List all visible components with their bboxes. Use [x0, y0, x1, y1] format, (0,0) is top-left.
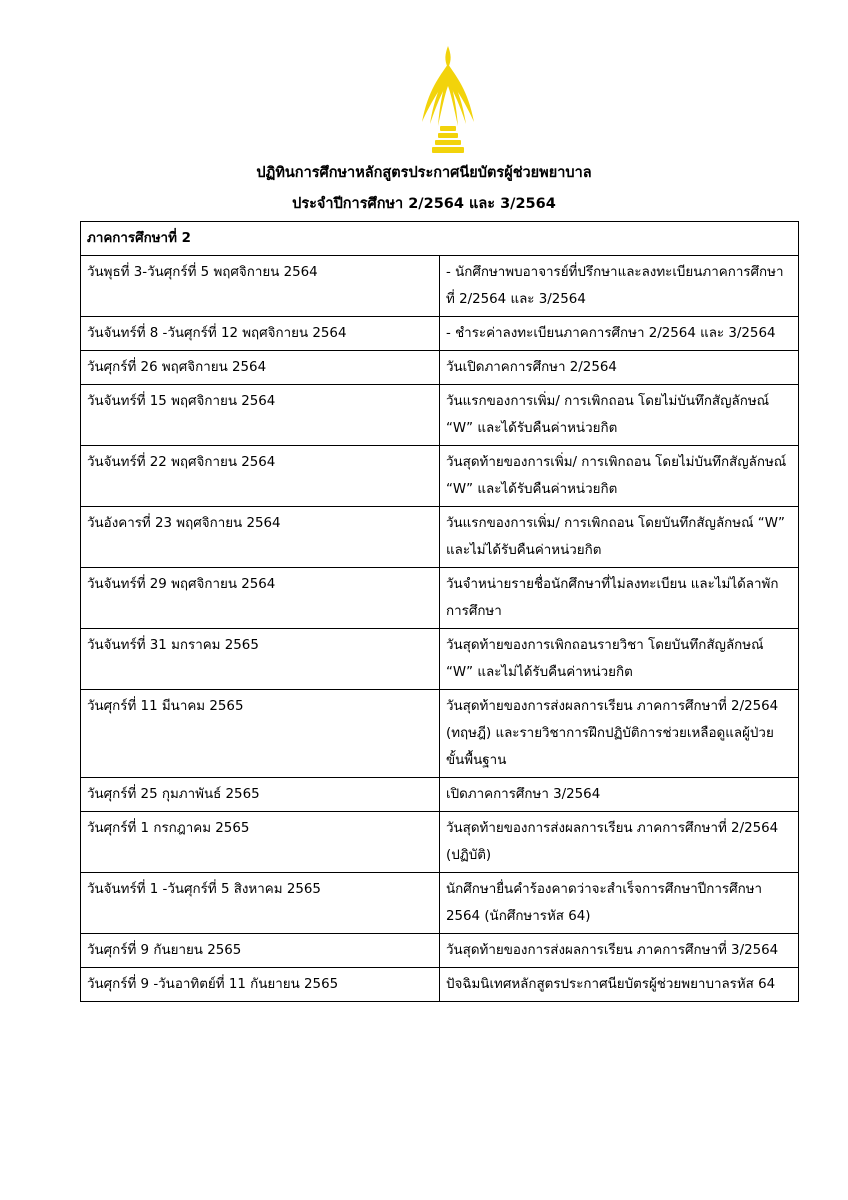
calendar-event: วันแรกของการเพิ่ม/ การเพิกถอน โดยไม่บันทึกสัญลักษณ์ “W” และได้รับคืนค่าหน่วยกิต — [440, 385, 799, 446]
calendar-event: วันสุดท้ายของการส่งผลการเรียน ภาคการศึกษาที่ 2/2564 (ทฤษฎี) และรายวิชาการฝึกปฏิบัติการช่วยเหลือดูแลผู้ป่วยขั้นพื้นฐาน — [440, 690, 799, 778]
calendar-date: วันศุกร์ที่ 26 พฤศจิกายน 2564 — [81, 351, 440, 385]
calendar-date: วันจันทร์ที่ 29 พฤศจิกายน 2564 — [81, 568, 440, 629]
section-header-row — [81, 222, 799, 256]
calendar-row — [81, 256, 799, 317]
calendar-date: วันจันทร์ที่ 8 -วันศุกร์ที่ 12 พฤศจิกายน 2564 — [81, 317, 440, 351]
calendar-date: วันศุกร์ที่ 11 มีนาคม 2565 — [81, 690, 440, 778]
calendar-event: ปัจฉิมนิเทศหลักสูตรประกาศนียบัตรผู้ช่วยพยาบาลรหัส 64 — [440, 968, 799, 1002]
calendar-event: วันสุดท้ายของการส่งผลการเรียน ภาคการศึกษาที่ 2/2564 (ปฏิบัติ) — [440, 812, 799, 873]
calendar-row — [81, 317, 799, 351]
calendar-date: วันศุกร์ที่ 25 กุมภาพันธ์ 2565 — [81, 778, 440, 812]
calendar-date: วันศุกร์ที่ 9 กันยายน 2565 — [81, 934, 440, 968]
calendar-row — [81, 385, 799, 446]
calendar-event: วันแรกของการเพิ่ม/ การเพิกถอน โดยบันทึกสัญลักษณ์ “W” และไม่ได้รับคืนค่าหน่วยกิต — [440, 507, 799, 568]
calendar-date: วันศุกร์ที่ 1 กรกฎาคม 2565 — [81, 812, 440, 873]
calendar-date: วันจันทร์ที่ 31 มกราคม 2565 — [81, 629, 440, 690]
calendar-event: วันสุดท้ายของการเพิกถอนรายวิชา โดยบันทึกสัญลักษณ์ “W” และไม่ได้รับคืนค่าหน่วยกิต — [440, 629, 799, 690]
calendar-row — [81, 873, 799, 934]
calendar-row — [81, 568, 799, 629]
calendar-row — [81, 629, 799, 690]
calendar-date: วันจันทร์ที่ 15 พฤศจิกายน 2564 — [81, 385, 440, 446]
calendar-event: - นักศึกษาพบอาจารย์ที่ปรึกษาและลงทะเบียนภาคการศึกษาที่ 2/2564 และ 3/2564 — [440, 256, 799, 317]
calendar-row — [81, 812, 799, 873]
calendar-date: วันศุกร์ที่ 9 -วันอาทิตย์ที่ 11 กันยายน 2565 — [81, 968, 440, 1002]
academic-calendar-table — [80, 221, 799, 1002]
document-subtitle: ประจำปีการศึกษา 2/2564 และ 3/2564 — [292, 196, 556, 212]
calendar-event: วันจำหน่ายรายชื่อนักศึกษาที่ไม่ลงทะเบียน และไม่ได้ลาพักการศึกษา — [440, 568, 799, 629]
calendar-date: วันอังคารที่ 23 พฤศจิกายน 2564 — [81, 507, 440, 568]
calendar-date: วันพุธที่ 3-วันศุกร์ที่ 5 พฤศจิกายน 2564 — [81, 256, 440, 317]
calendar-event: วันเปิดภาคการศึกษา 2/2564 — [440, 351, 799, 385]
calendar-row — [81, 351, 799, 385]
calendar-event: เปิดภาคการศึกษา 3/2564 — [440, 778, 799, 812]
section-header: ภาคการศึกษาที่ 2 — [81, 222, 799, 256]
calendar-row — [81, 968, 799, 1002]
calendar-event: วันสุดท้ายของการเพิ่ม/ การเพิกถอน โดยไม่บันทึกสัญลักษณ์ “W” และได้รับคืนค่าหน่วยกิต — [440, 446, 799, 507]
calendar-event: - ชำระค่าลงทะเบียนภาคการศึกษา 2/2564 และ 3/2564 — [440, 317, 799, 351]
calendar-row — [81, 446, 799, 507]
calendar-row — [81, 778, 799, 812]
calendar-row — [81, 934, 799, 968]
document-title: ปฏิทินการศึกษาหลักสูตรประกาศนียบัตรผู้ช่วยพยาบาล — [256, 165, 592, 181]
calendar-event: นักศึกษายื่นคำร้องคาดว่าจะสำเร็จการศึกษาปีการศึกษา 2564 (นักศึกษารหัส 64) — [440, 873, 799, 934]
golden-lamp-emblem-icon — [418, 42, 478, 154]
calendar-event: วันสุดท้ายของการส่งผลการเรียน ภาคการศึกษาที่ 3/2564 — [440, 934, 799, 968]
calendar-row — [81, 507, 799, 568]
calendar-row — [81, 690, 799, 778]
calendar-date: วันจันทร์ที่ 1 -วันศุกร์ที่ 5 สิงหาคม 2565 — [81, 873, 440, 934]
calendar-date: วันจันทร์ที่ 22 พฤศจิกายน 2564 — [81, 446, 440, 507]
